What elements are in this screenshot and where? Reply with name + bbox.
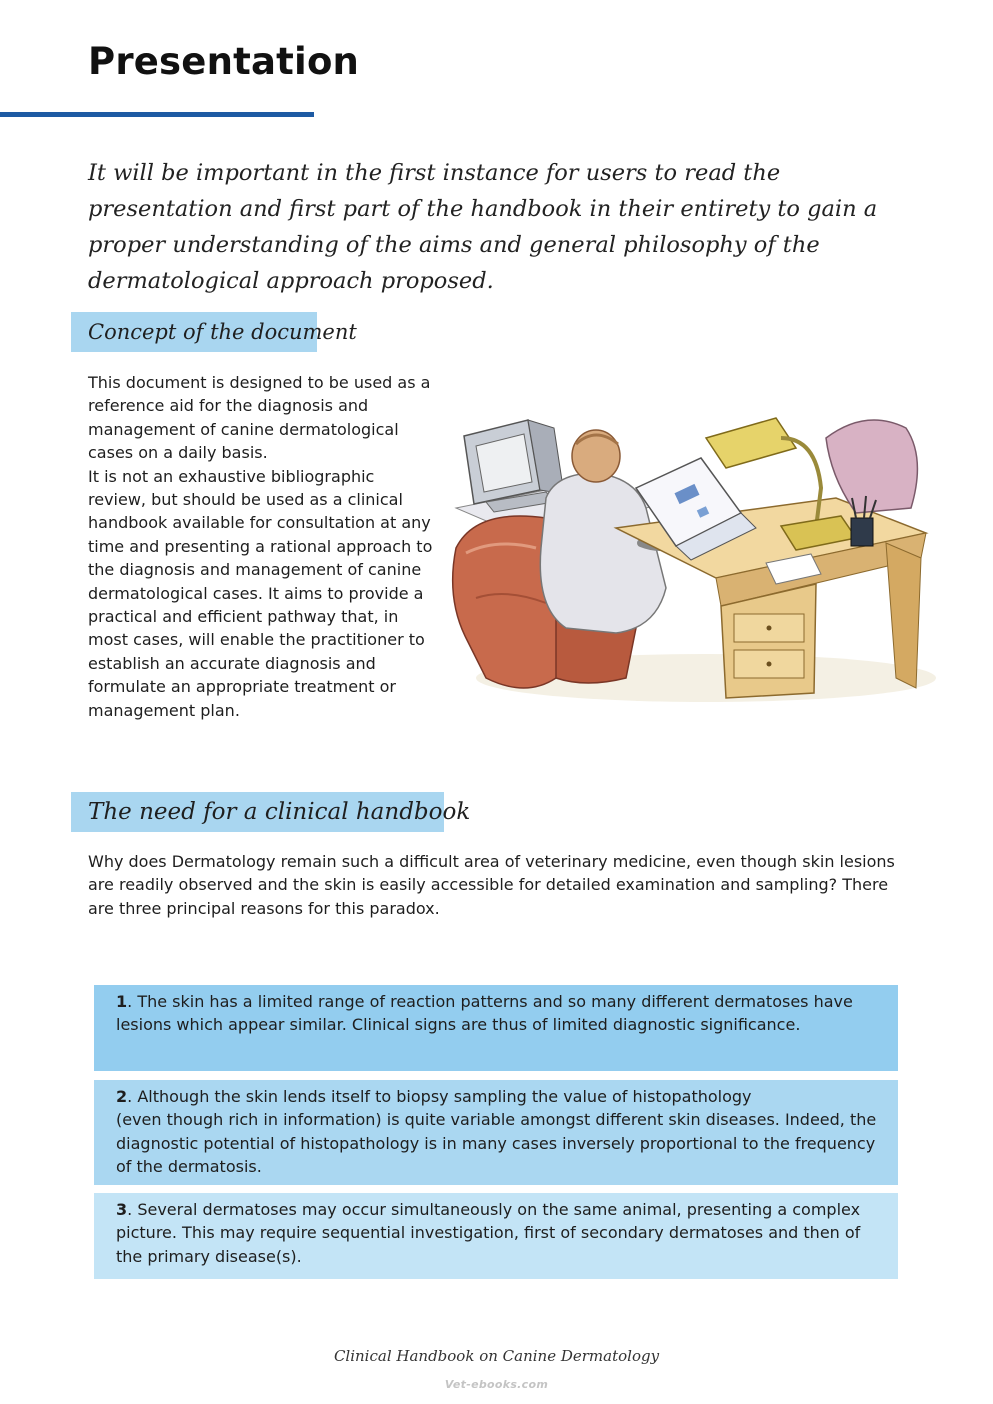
footer-title: Clinical Handbook on Canine Dermatology <box>333 1347 660 1365</box>
reason-number: 1 <box>116 992 128 1011</box>
text-line: This document is designed to be used as a reference aid for the diagnosis and management of canine dermatological cases on a daily basis. <box>88 373 431 463</box>
reason-text: . Although the skin lends itself to biopsy sampling the value of histopathology (even though rich in information) is quite variable amongst different skin diseases. Indeed, the diagnostic potential of histopathology is in many cases inversely proportional to the frequency of the dermatosis. <box>116 1087 877 1177</box>
watermark: Vet-ebooks.com <box>444 1378 549 1391</box>
section-heading-concept: Concept of the document <box>71 312 317 352</box>
intro-paragraph: It will be important in the first instance for users to read the presentation and first part of the handbook in their entirety to gain a proper understanding of the aims and general philosophy of the dermatological approach proposed. <box>88 160 878 294</box>
text-line: It is not an exhaustive bibliographic review, but should be used as a clinical handbook available for consultation at any time and presenting a rational approach to the diagnosis and management of canine dermatological cases. It aims to provide a practical and efficient pathway that, in most cases, will enable the practitioner to establish an accurate diagnosis and formulate an appropriate treatment or management plan. <box>88 466 433 720</box>
title-rule <box>0 112 314 117</box>
reason-number: 2 <box>116 1087 128 1106</box>
need-paragraph: Why does Dermatology remain such a difficult area of veterinary medicine, even though skin lesions are readily observed and the skin is easily accessible for detailed examination and sampling? There are three principal reasons for this paradox. <box>88 852 895 918</box>
illustration-vet-at-desk <box>436 378 936 708</box>
section-heading-need: The need for a clinical handbook <box>71 792 444 832</box>
reason-box-3 <box>94 1193 898 1279</box>
reason-number: 3 <box>116 1200 128 1219</box>
reason-text: . The skin has a limited range of reaction patterns and so many different dermatoses have lesions which appear similar. Clinical signs are thus of limited diagnostic significance. <box>116 992 853 1035</box>
reason-text: . Several dermatoses may occur simultaneously on the same animal, presenting a complex picture. This may require sequential investigation, first of secondary dermatoses and then of the primary disease(s). <box>116 1200 861 1266</box>
page-title: Presentation <box>88 40 360 83</box>
reason-box-2 <box>94 1080 898 1185</box>
concept-paragraph <box>88 371 434 722</box>
reason-box-1 <box>94 985 898 1071</box>
